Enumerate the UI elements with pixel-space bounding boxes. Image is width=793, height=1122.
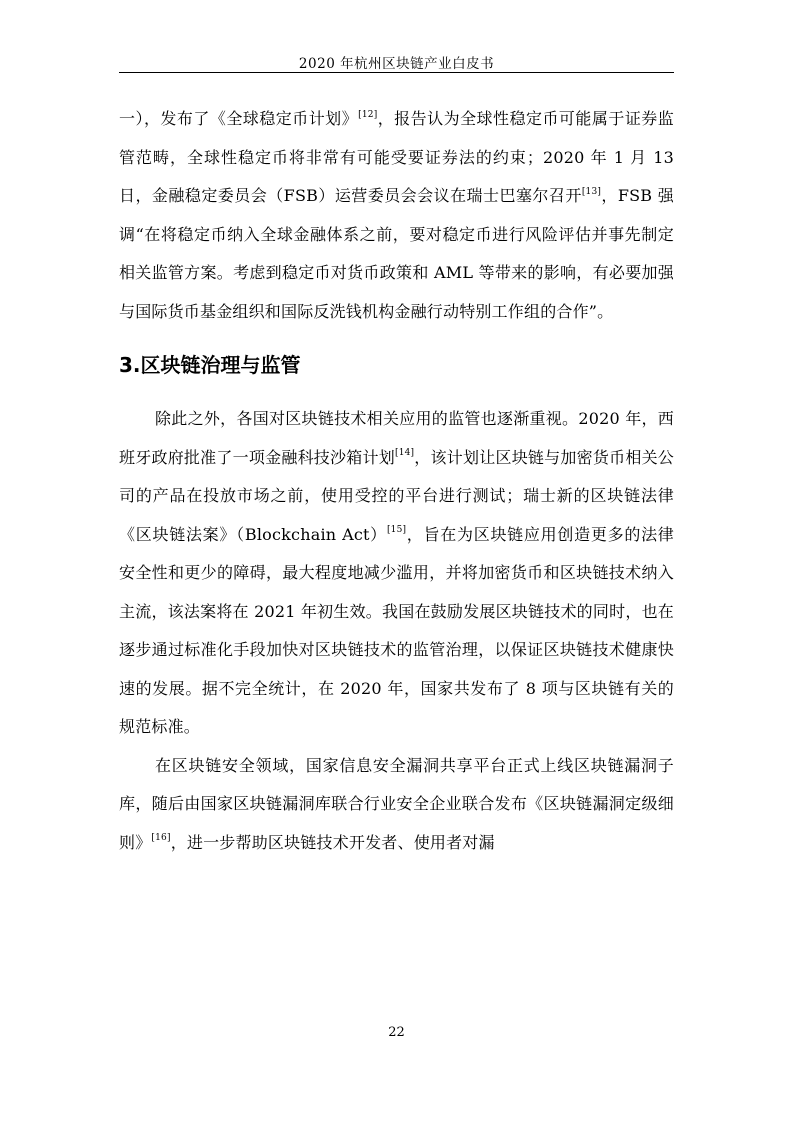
paragraph-text: 一），发布了《全球稳定币计划》	[119, 109, 359, 128]
citation-15: [15]	[386, 525, 407, 536]
paragraph-text: ，旨在为区块链应用创造更多的法律安全性和更少的障碍，最大程度地减少滥用，并将加密货币和区块链技术纳入主流，该法案将在 2021 年初生效。我国在鼓励发展区块链技术的同时，也在逐步通过标准化手段加快对区块链技术的监管治理，以保证区块链技术健康快速的发展。据不完全统计，在 2020 年，国家共发布了 8 项与区块链有关的规范标准。	[119, 524, 675, 736]
citation-16: [16]	[151, 833, 171, 844]
paragraph-text: ，进一步帮助区块链技术开发者、使用者对漏	[170, 832, 495, 852]
paragraph-text: ，该计划让区块链与加密货币相关公司的产品在投放市场之前，使用受控的平台进行测试；瑞士新的区块链法律《区块链法案》（Blockchain Act）	[119, 447, 675, 544]
running-header: 2020 年杭州区块链产业白皮书	[298, 56, 495, 72]
citation-12: [12]	[358, 109, 378, 120]
paragraph-stablecoin	[119, 100, 674, 331]
paragraph-security	[119, 747, 674, 863]
paragraph-text: 在区块链安全领域，国家信息安全漏洞共享平台正式上线区块链漏洞子库，随后由国家区块链漏洞库联合行业安全企业联合发布《区块链漏洞定级细则》	[119, 755, 674, 852]
citation-14: [14]	[394, 448, 415, 459]
header-divider	[119, 72, 674, 73]
paragraph-text: 除此之外，各国对区块链技术相关应用的监管也逐渐重视。2020 年，西班牙政府批准了一项金融科技沙箱计划	[119, 409, 674, 467]
page-body	[119, 100, 674, 862]
paragraph-text: ，报告认为全球性稳定币可能属于证券监管范畴，全球性稳定币将非常有可能受要证券法的约束；2020 年 1 月 13 日，金融稳定委员会（FSB）运营委员会会议在瑞士巴塞尔召开	[119, 109, 674, 205]
citation-13: [13]	[581, 186, 602, 197]
page-number: 22	[388, 1025, 405, 1040]
paragraph-regulation	[119, 400, 674, 747]
section-heading: 3.区块链治理与监管	[119, 353, 301, 377]
paragraph-text: ，FSB 强调“在将稳定币纳入全球金融体系之前，要对稳定币进行风险评估并事先制定相关监管方案。考虑到稳定币对货币政策和 AML 等带来的影响，有必要加强与国际货币基金组织和国际反洗钱机构金融行动特别工作组的合作”。	[119, 186, 674, 321]
